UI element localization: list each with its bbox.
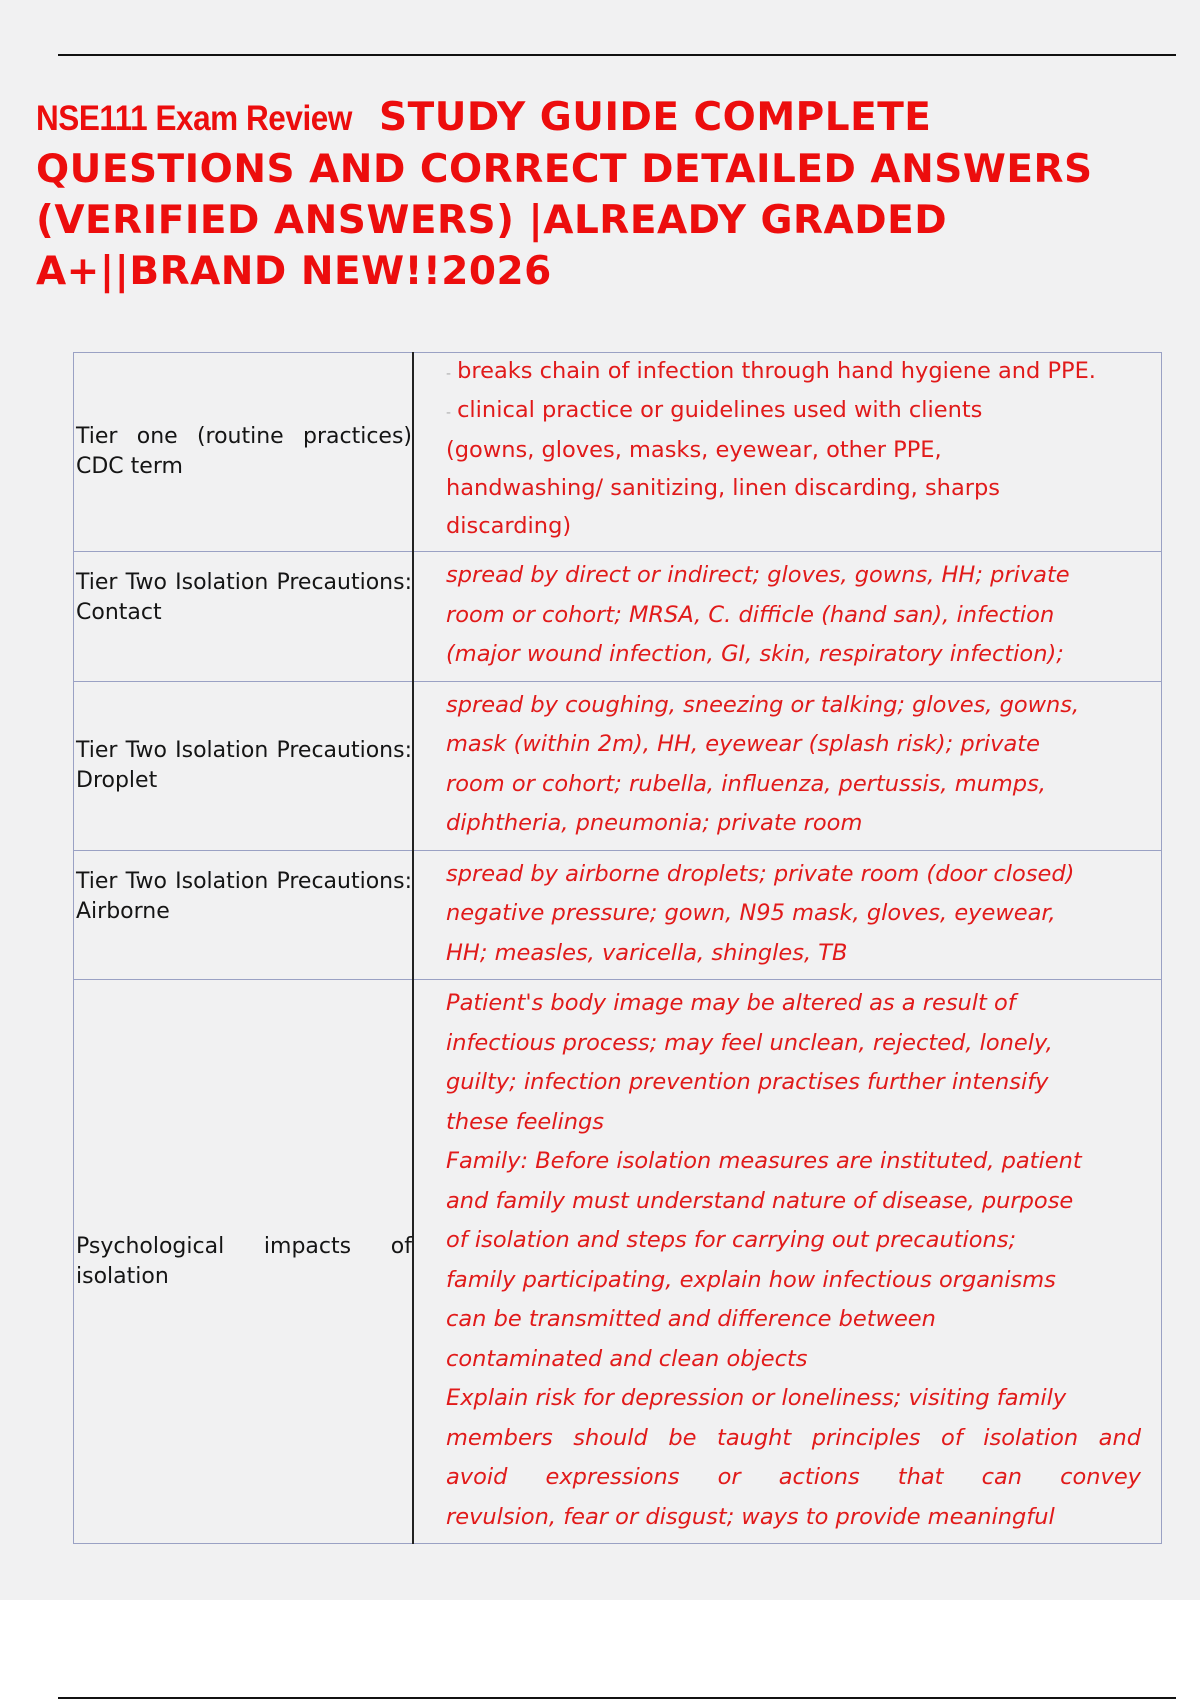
definition-line: Patient's body image may be altered as a result of <box>446 990 1016 1016</box>
dash-mark: - <box>446 366 452 382</box>
definition-line: these feelings <box>446 1108 605 1135</box>
definition-line: handwashing/ sanitizing, linen discarding, sharps <box>446 475 1000 501</box>
definition-line: infectious process; may feel unclean, rejected, lonely, <box>446 1029 1053 1056</box>
title-rest: STUDY GUIDE COMPLETE QUESTIONS AND CORRECT DETAILED ANSWERS (VERIFIED ANSWERS) |ALREADY GRADED A+||BRAND NEW!!2026 <box>36 95 1093 294</box>
definition-line: Explain risk for depression or loneliness; visiting family <box>446 1385 1067 1411</box>
row-definition <box>413 353 1162 552</box>
definition-line: room or cohort; rubella, influenza, pertussis, mumps, <box>446 770 1046 797</box>
row-definition <box>413 681 1162 850</box>
definition-line: members should be taught principles of isolation and <box>446 1424 1141 1451</box>
row-term: Tier Two Isolation Precautions: Contact <box>74 552 414 682</box>
definition-line: - clinical practice or guidelines used with clients <box>446 397 983 423</box>
row-term: Tier one (routine practices) CDC term <box>74 353 414 552</box>
table-row <box>74 552 1162 682</box>
definition-line: family participating, explain how infectious organisms <box>446 1266 1056 1293</box>
row-definition <box>413 850 1162 980</box>
footer-rule <box>58 1697 1176 1699</box>
definition-line: discarding) <box>446 513 572 539</box>
definition-line: avoid expressions or actions that can convey <box>446 1464 1141 1490</box>
definition-line: negative pressure; gown, N95 mask, gloves, eyewear, <box>446 900 1056 926</box>
table-row <box>74 980 1162 1544</box>
definition-line: Family: Before isolation measures are instituted, patient <box>446 1148 1082 1174</box>
qa-table <box>73 352 1162 1544</box>
definition-line: revulsion, fear or disgust; ways to provide meaningful <box>446 1503 1055 1530</box>
row-term: Tier Two Isolation Precautions: Airborne <box>74 850 414 980</box>
definition-line: mask (within 2m), HH, eyewear (splash risk); private <box>446 731 1040 757</box>
definition-line: room or cohort; MRSA, C. difficle (hand san), infection <box>446 601 1055 628</box>
row-definition <box>413 552 1162 682</box>
definition-line: of isolation and steps for carrying out precautions; <box>446 1227 1017 1253</box>
definition-line: and family must understand nature of disease, purpose <box>446 1187 1074 1214</box>
definition-line: (gowns, gloves, masks, eyewear, other PPE, <box>446 437 942 463</box>
dash-mark: - <box>446 405 452 421</box>
document-title <box>36 92 1166 297</box>
definition-line: contaminated and clean objects <box>446 1345 808 1372</box>
title-lead: NSE111 Exam Review <box>36 99 352 138</box>
definition-line: can be transmitted and difference between <box>446 1306 936 1332</box>
definition-line: - breaks chain of infection through hand hygiene and PPE. <box>446 358 1096 384</box>
row-term: Tier Two Isolation Precautions: Droplet <box>74 681 414 850</box>
definition-line: spread by direct or indirect; gloves, gowns, HH; private <box>446 562 1070 588</box>
table-row <box>74 353 1162 552</box>
header-rule <box>58 54 1176 56</box>
definition-line: HH; measles, varicella, shingles, TB <box>446 939 848 966</box>
table-row <box>74 681 1162 850</box>
definition-line: spread by airborne droplets; private room (door closed) <box>446 860 1075 887</box>
definition-line: (major wound infection, GI, skin, respiratory infection); <box>446 641 1064 667</box>
row-definition <box>413 980 1162 1544</box>
definition-line: diphtheria, pneumonia; private room <box>446 810 863 836</box>
definition-line: guilty; infection prevention practises further intensify <box>446 1069 1049 1095</box>
definition-line: spread by coughing, sneezing or talking; gloves, gowns, <box>446 691 1080 718</box>
row-term: Psychological impacts of isolation <box>74 980 414 1544</box>
table-row <box>74 850 1162 980</box>
